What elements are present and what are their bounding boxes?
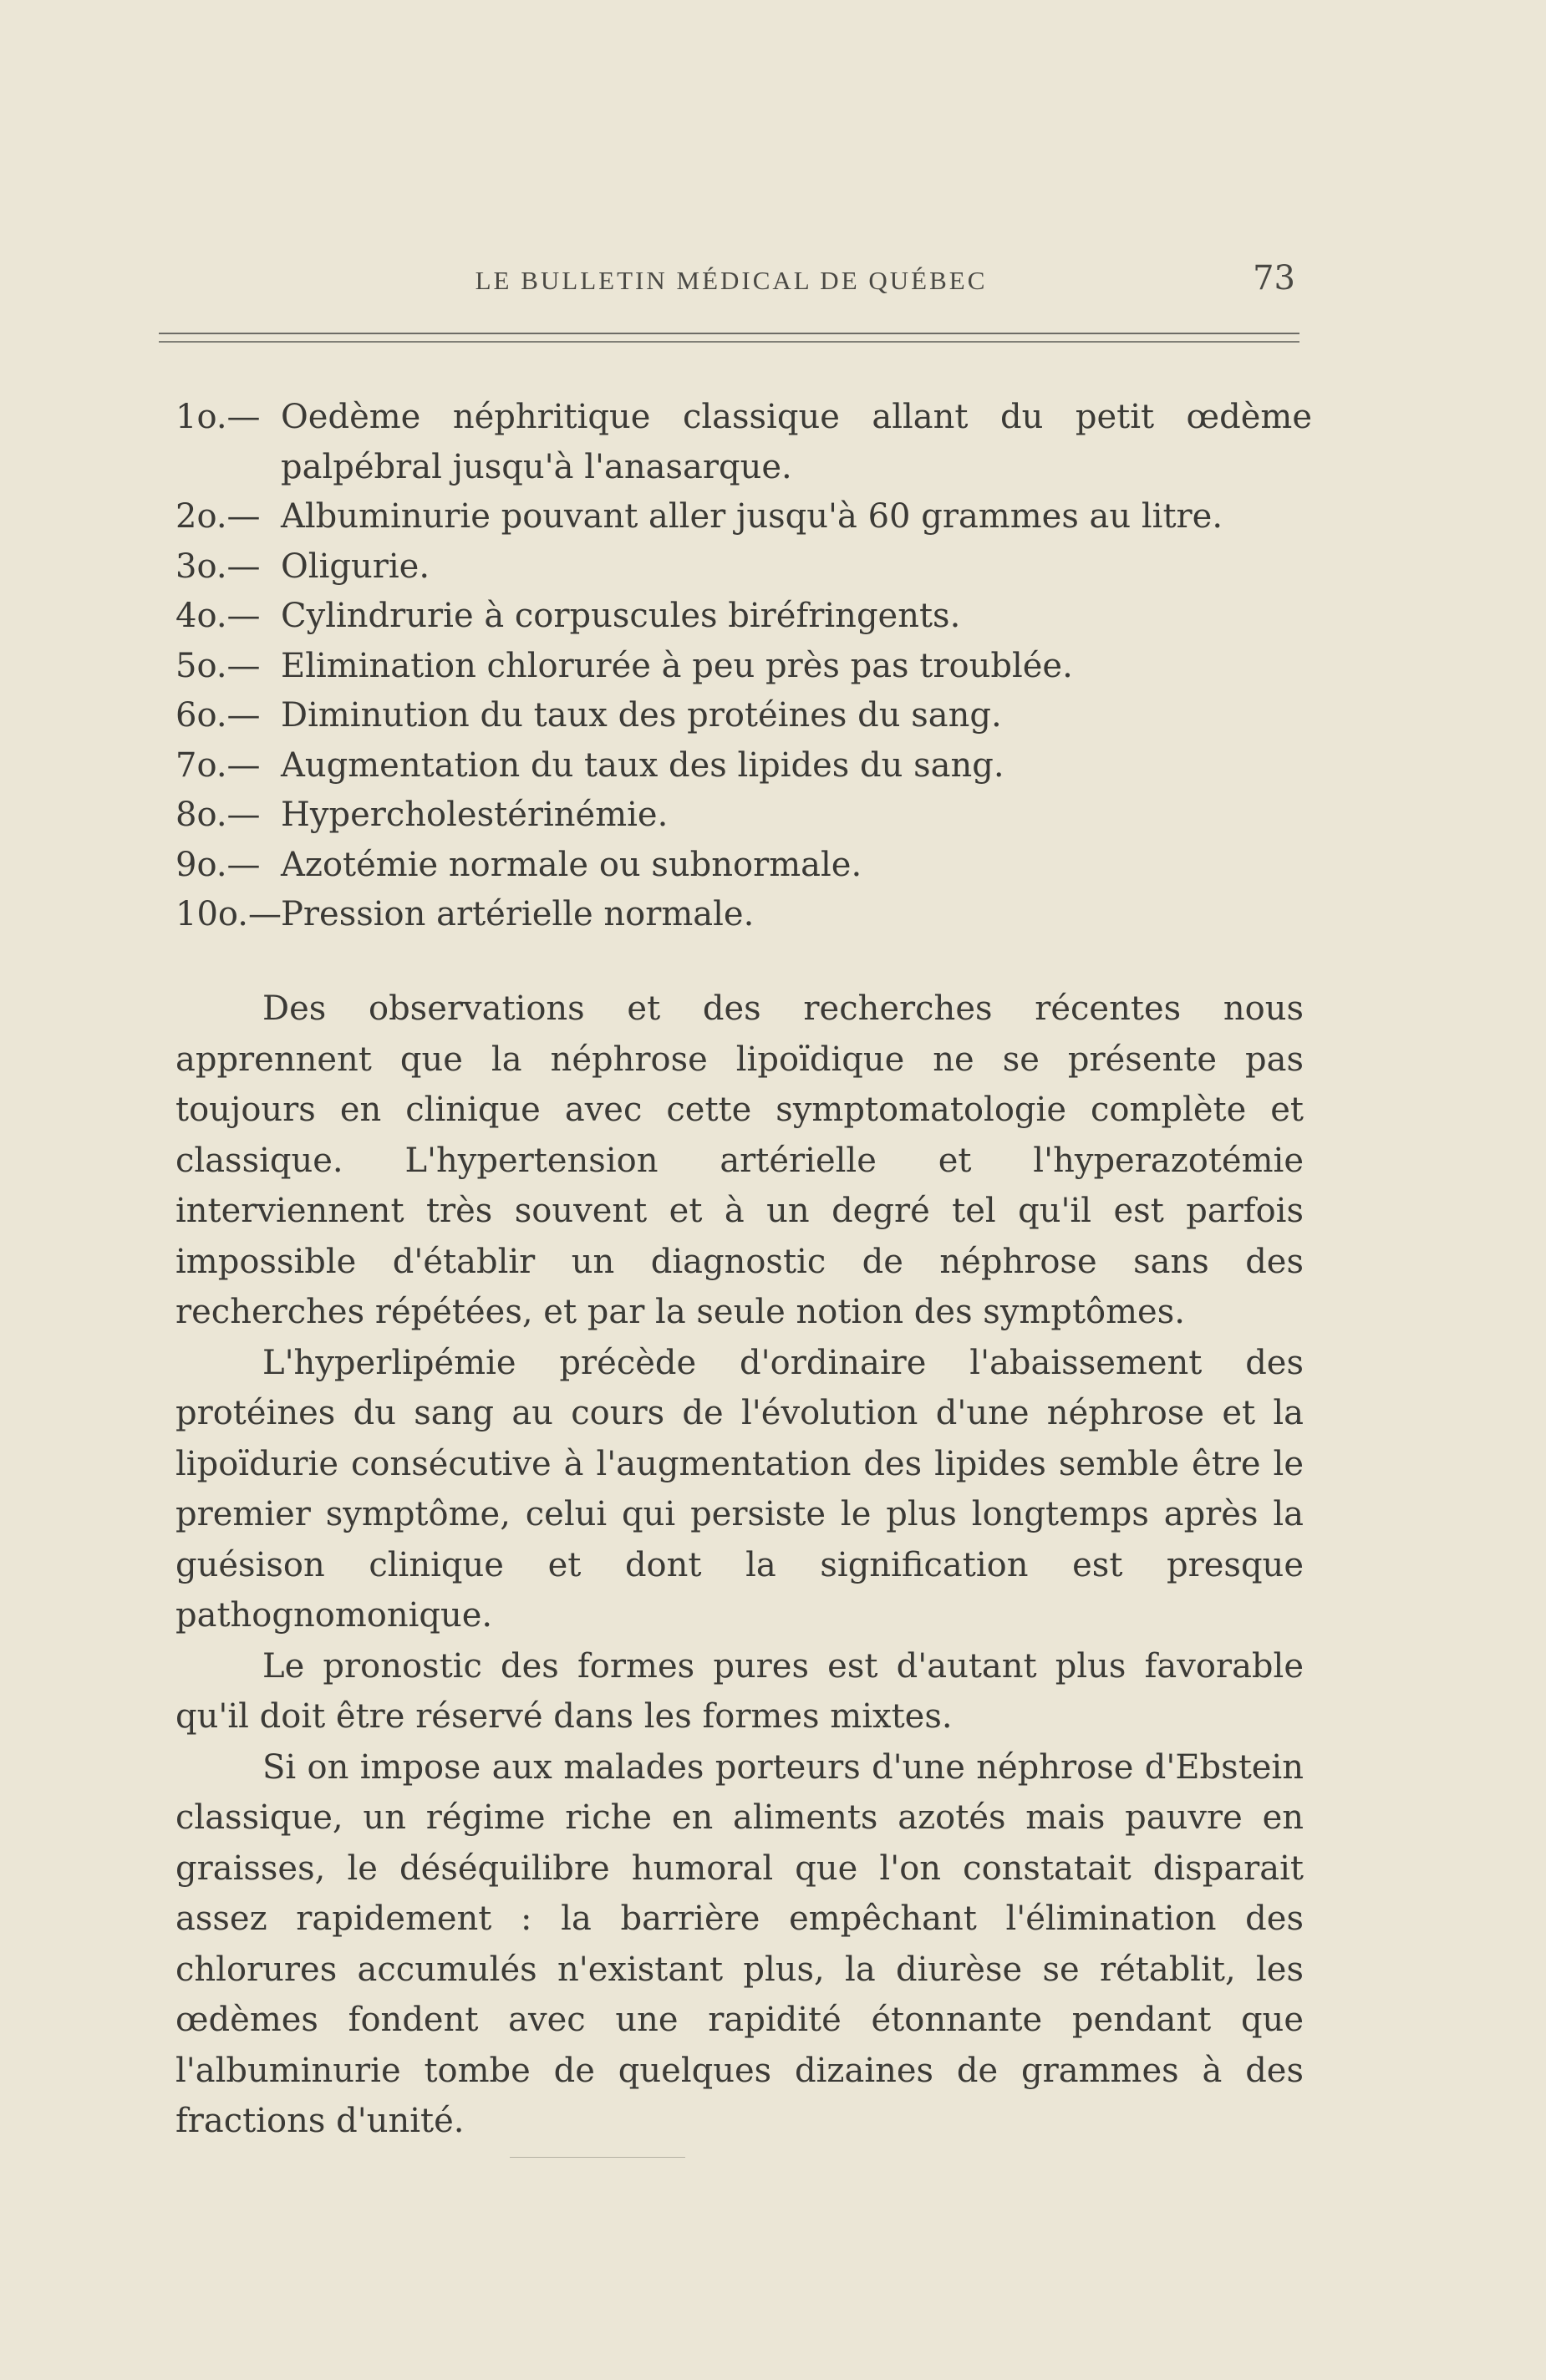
list-item-number: 2o.— [175,497,261,536]
list-item [175,741,1312,791]
body-text [175,984,1304,2147]
list-item-text: Pression artérielle normale. [281,895,755,933]
list-item-number: 3o.— [175,547,261,586]
paragraph: Le pronostic des formes pures est d'autant plus favorable qu'il doit être réservé dans les formes mixtes. [175,1646,1304,1736]
running-title: LE BULLETIN MÉDICAL DE QUÉBEC [475,266,988,295]
list-item-number: 8o.— [175,796,261,834]
page-number: 73 [1253,259,1295,298]
list-item-number: 10o.— [175,895,282,933]
header-rule [159,333,1299,334]
list-item-number: 7o.— [175,745,261,785]
footer-rule [510,2157,685,2158]
list-item-number: 6o.— [175,696,261,735]
symptom-list [175,393,1312,940]
list-item-text: Elimination chlorurée à peu près pas troublée. [281,646,1073,685]
list-item-number: 5o.— [175,646,261,685]
page-header [159,259,1304,309]
list-item-number: 1o.— [175,398,261,436]
paragraph: Des observations et des recherches récentes nous apprennent que la néphrose lipoïdique ne se présente pas toujours en clinique avec cette symptomatologie complète et classique. L'hypertension artérielle et l'hyperazotémie interviennent très souvent et à un degré tel qu'il est parfois impossible d'établir un diagnostic de néphrose sans des recherches répétées, et par la seule notion des symptômes. [175,989,1304,1331]
list-item [175,542,1312,592]
list-item-number: 9o.— [175,845,261,884]
list-item [175,592,1312,642]
list-item-text: Oedème néphritique classique allant du petit œdème palpébral jusqu'à l'anasarque. [281,398,1312,486]
list-item-text: Azotémie normale ou subnormale. [281,845,862,884]
list-item-text: Oligurie. [281,547,430,586]
paragraph: L'hyperlipémie précède d'ordinaire l'abaissement des protéines du sang au cours de l'évolution d'une néphrose et la lipoïdurie consécutive à l'augmentation des lipides semble être le premier symptôme, celui qui persiste le plus longtemps après la guésison clinique et dont la signification est presque pathognomonique. [175,1343,1304,1635]
paragraph: Si on impose aux malades porteurs d'une néphrose d'Ebstein classique, un régime riche en aliments azotés mais pauvre en graisses, le déséquilibre humoral que l'on constatait disparait assez rapidement : la barrière empêchant l'élimination des chlorures accumulés n'existant plus, la diurèse se rétablit, les œdèmes fondent avec une rapidité étonnante pendant que l'albuminurie tombe de quelques dizaines de grammes à des fractions d'unité. [175,1747,1304,2140]
list-item [175,642,1312,692]
list-item [175,691,1312,741]
list-item-text: Cylindrurie à corpuscules biréfringents. [281,597,961,635]
list-item-text: Albuminurie pouvant aller jusqu'à 60 grammes au litre. [281,497,1223,536]
list-item-text: Diminution du taux des protéines du sang. [281,696,1002,735]
list-item [175,841,1312,891]
list-item [175,393,1312,492]
list-item [175,890,1312,940]
header-rule-double [159,341,1299,343]
list-item-number: 4o.— [175,597,261,635]
list-item [175,791,1312,841]
list-item [175,492,1312,542]
list-item-text: Hypercholestérinémie. [281,796,669,834]
list-item-text: Augmentation du taux des lipides du sang. [281,745,1004,785]
